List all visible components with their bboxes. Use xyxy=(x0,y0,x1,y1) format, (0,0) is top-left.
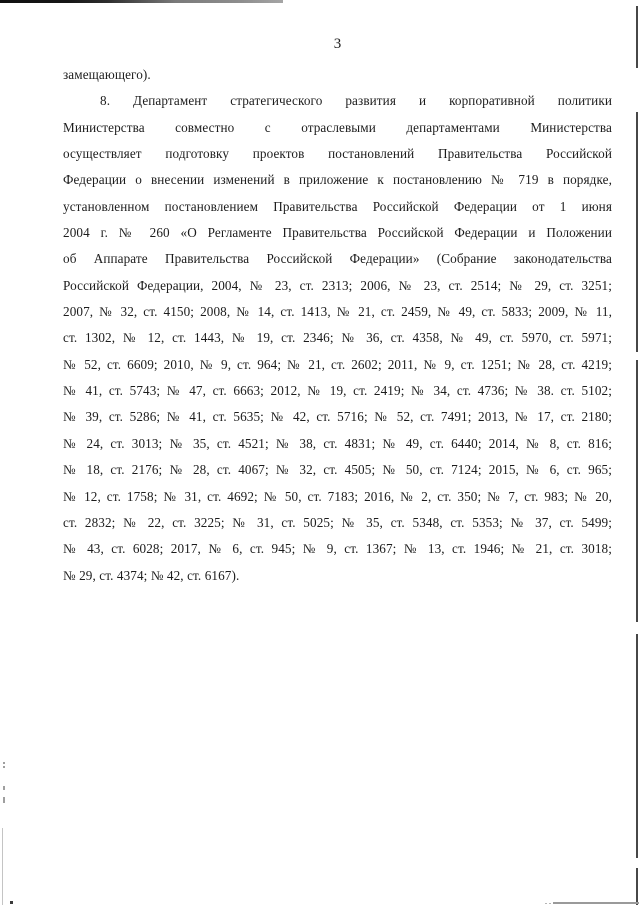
scan-artifact-left-tick xyxy=(3,766,5,768)
scan-artifact-bottom-right-dots xyxy=(545,903,551,904)
text-line: Федерации о внесении изменений в приложение к постановлению № 719 в порядке, xyxy=(63,172,612,188)
text-line: № 43, ст. 6028; 2017, № 6, ст. 945; № 9, ст. 1367; № 13, ст. 1946; № 21, ст. 3018; xyxy=(63,541,612,557)
text-line: № 12, ст. 1758; № 31, ст. 4692; № 50, ст. 7183; 2016, № 2, ст. 350; № 7, ст. 983; № 20, xyxy=(63,488,612,504)
text-line: № 29, ст. 4374; № 42, ст. 6167). xyxy=(63,567,240,583)
scan-artifact-top-edge-line xyxy=(0,0,283,3)
text-line: ст. 1302, № 12, ст. 1443, № 19, ст. 2346; № 36, ст. 4358, № 49, ст. 5970, ст. 5971; xyxy=(63,330,612,346)
text-line: ст. 2832; № 22, ст. 3225; № 31, ст. 5025; № 35, ст. 5348, ст. 5353; № 37, ст. 5499; xyxy=(63,514,612,530)
text-line: об Аппарате Правительства Российской Федерации» (Собрание законодательства xyxy=(63,251,612,267)
text-line: Министерства совместно с отраслевыми департаментами Министерства xyxy=(63,119,612,135)
text-line: № 52, ст. 6609; 2010, № 9, ст. 964; № 21, ст. 2602; 2011, № 9, ст. 1251; № 28, ст. 4219; xyxy=(63,356,612,372)
scan-artifact-bottom-right-line xyxy=(553,902,639,904)
scan-artifact-right-edge-line xyxy=(636,634,638,858)
text-line: № 39, ст. 5286; № 41, ст. 5635; № 42, ст. 5716; № 52, ст. 7491; 2013, № 17, ст. 2180; xyxy=(63,409,612,425)
text-line: № 24, ст. 3013; № 35, ст. 4521; № 38, ст. 4831; № 49, ст. 6440; 2014, № 8, ст. 816; xyxy=(63,435,612,451)
scan-artifact-left-tick xyxy=(3,797,5,803)
scan-artifact-left-faint-line xyxy=(2,828,3,905)
text-line: установленном постановлением Правительства Российской Федерации от 1 июня xyxy=(63,198,612,214)
text-line: замещающего). xyxy=(63,67,151,82)
text-line: 8. Департамент стратегического развития и корпоративной политики xyxy=(100,93,612,109)
text-line: осуществляет подготовку проектов постановлений Правительства Российской xyxy=(63,146,612,162)
text-line: 2007, № 32, ст. 4150; 2008, № 14, ст. 1413, № 21, ст. 2459, № 49, ст. 5833; 2009, № 11, xyxy=(63,304,612,320)
document-body xyxy=(63,62,612,589)
scan-artifact-left-tick xyxy=(3,762,5,764)
text-line: Российской Федерации, 2004, № 23, ст. 2313; 2006, № 23, ст. 2514; № 29, ст. 3251; xyxy=(63,277,612,293)
scan-artifact-right-edge-line xyxy=(636,6,638,68)
text-line: 2004 г. № 260 «О Регламенте Правительства Российской Федерации и Положении xyxy=(63,225,612,241)
page-number: 3 xyxy=(333,36,342,52)
text-line: № 41, ст. 5743; № 47, ст. 6663; 2012, № 19, ст. 2419; № 34, ст. 4736; № 38. ст. 5102; xyxy=(63,383,612,399)
scan-artifact-bottom-left-dot xyxy=(10,901,13,904)
scan-artifact-right-edge-line xyxy=(636,360,638,622)
text-line: № 18, ст. 2176; № 28, ст. 4067; № 32, ст. 4505; № 50, ст. 7124; 2015, № 6, ст. 965; xyxy=(63,462,612,478)
scan-artifact-right-edge-line xyxy=(636,112,638,352)
scan-artifact-left-tick xyxy=(3,786,5,790)
scan-artifact-right-edge-line xyxy=(636,868,638,905)
